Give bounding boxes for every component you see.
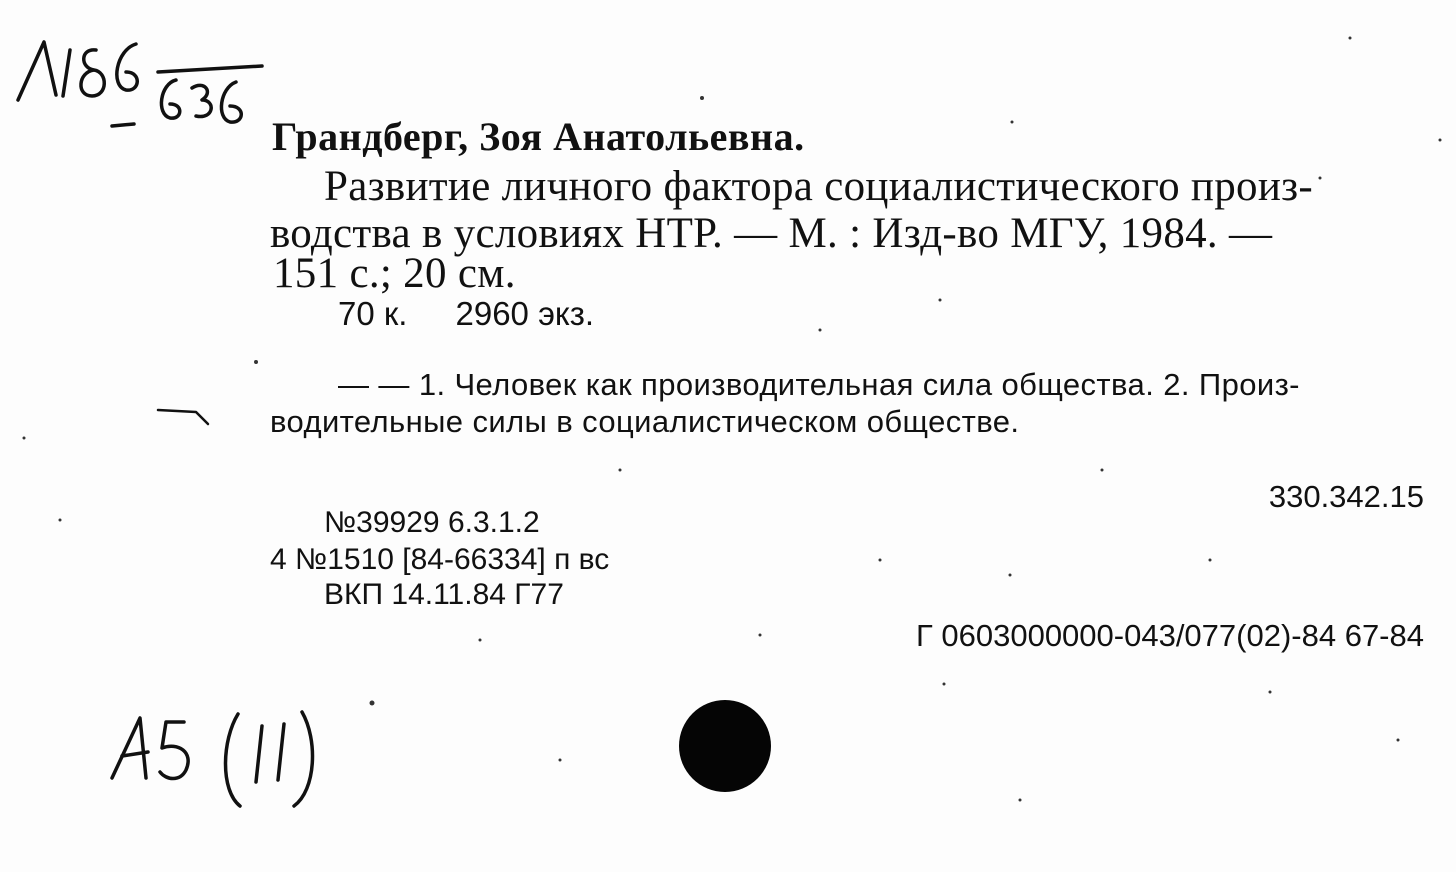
- subjects-line-1: — — 1. Человек как производительная сила общества. 2. Произ-: [338, 367, 1300, 402]
- price: 70 к.: [338, 295, 408, 332]
- price-copies-line: [338, 297, 594, 330]
- title-line-1: Развитие личного фактора социалистического произ-: [324, 163, 1314, 210]
- handwritten-shelfmark-top: [18, 42, 262, 126]
- code-line-3: ВКП 14.11.84 Г77: [324, 578, 564, 611]
- title-line-2: водства в условиях НТР. — М. : Изд-во МГУ, 1984. —: [270, 210, 1273, 257]
- code-line-1: №39929 6.3.1.2: [324, 506, 540, 539]
- handwritten-shelfmark-bottom: [112, 712, 312, 806]
- subjects-line-2: водительные силы в социалистическом обществе.: [270, 404, 1020, 439]
- copies: 2960 экз.: [455, 295, 595, 332]
- handwritten-tick: [158, 410, 208, 424]
- code-line-2: 4 №1510 [84-66334] п вс: [270, 543, 610, 576]
- udc-code: 330.342.15: [1268, 479, 1424, 514]
- title-line-3: 151 с.; 20 см.: [273, 250, 516, 297]
- author-heading: Грандберг, Зоя Анатольевна.: [272, 114, 805, 159]
- isbn-line: Г 0603000000-043/077(02)-84 67-84: [915, 618, 1424, 653]
- punch-hole: [679, 700, 771, 792]
